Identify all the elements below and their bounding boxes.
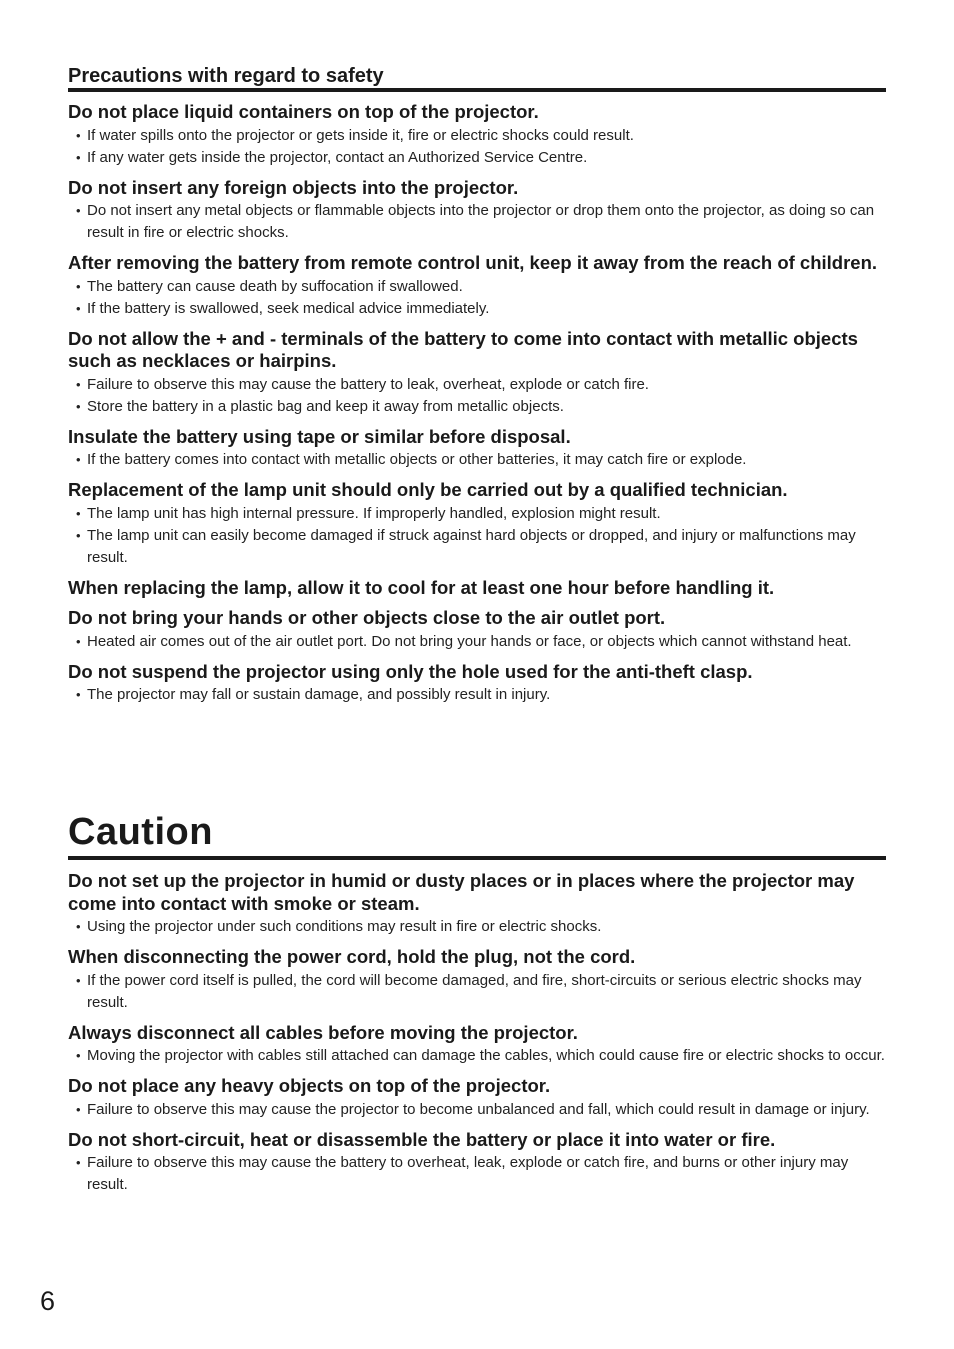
bullet-item: • The projector may fall or sustain damage, and possibly result in injury. <box>68 684 886 706</box>
item-heading: Insulate the battery using tape or similar before disposal. <box>68 425 571 447</box>
precautions-title: Precautions with regard to safety <box>68 64 886 92</box>
bullet-item: • If the power cord itself is pulled, the cord will become damaged, and fire, short-circuits or serious electric shocks may result. <box>68 970 886 1014</box>
bullet-list <box>68 503 886 569</box>
safety-item <box>68 177 886 245</box>
item-heading: Replacement of the lamp unit should only be carried out by a qualified technician. <box>68 479 788 500</box>
precautions-list <box>68 101 886 706</box>
safety-item <box>68 946 886 1014</box>
bullet-item: • The battery can cause death by suffocation if swallowed. <box>68 276 886 298</box>
safety-item <box>68 1129 886 1197</box>
bullet-item: • Failure to observe this may cause the projector to become unbalanced and fall, which could result in damage or injury. <box>68 1099 886 1121</box>
safety-item <box>68 607 886 653</box>
safety-item <box>68 577 886 600</box>
bullet-list <box>68 200 886 244</box>
safety-item <box>68 252 886 320</box>
bullet-item: • If the battery comes into contact with metallic objects or other batteries, it may catch fire or explode. <box>68 449 886 471</box>
bullet-list <box>68 1099 886 1121</box>
caution-list <box>68 870 886 1196</box>
bullet-list <box>68 125 886 169</box>
caution-section <box>68 810 886 1204</box>
bullet-item: • If water spills onto the projector or gets inside it, fire or electric shocks could result. <box>68 125 886 147</box>
page-number: 6 <box>40 1286 56 1316</box>
safety-item <box>68 661 886 707</box>
bullet-item: • Store the battery in a plastic bag and keep it away from metallic objects. <box>68 396 886 418</box>
item-heading: Do not set up the projector in humid or dusty places or in places where the projector may come into contact with smoke or steam. <box>68 870 855 914</box>
safety-item <box>68 426 886 472</box>
item-heading: When replacing the lamp, allow it to cool for at least one hour before handling it. <box>68 576 775 598</box>
item-heading: When disconnecting the power cord, hold the plug, not the cord. <box>68 946 636 967</box>
item-heading: Do not suspend the projector using only the hole used for the anti-theft clasp. <box>68 660 753 682</box>
bullet-list <box>68 631 886 653</box>
safety-item <box>68 328 886 418</box>
item-heading: After removing the battery from remote control unit, keep it away from the reach of children. <box>68 252 878 273</box>
safety-item <box>68 1075 886 1121</box>
item-heading: Do not place liquid containers on top of the projector. <box>68 101 539 122</box>
item-heading: Always disconnect all cables before moving the projector. <box>68 1021 578 1043</box>
item-heading: Do not place any heavy objects on top of the projector. <box>68 1075 551 1096</box>
bullet-list <box>68 1152 886 1196</box>
bullet-item: • The lamp unit can easily become damaged if struck against hard objects or dropped, and injury or malfunctions may result. <box>68 525 886 569</box>
safety-item <box>68 1022 886 1068</box>
bullet-list <box>68 449 886 471</box>
bullet-item: • Failure to observe this may cause the battery to overheat, leak, explode or catch fire, and burns or other injury may result. <box>68 1152 886 1196</box>
item-heading: Do not allow the + and - terminals of the battery to come into contact with metallic objects such as necklaces or hairpins. <box>68 327 858 371</box>
item-heading: Do not insert any foreign objects into the projector. <box>68 176 519 198</box>
safety-item <box>68 479 886 569</box>
bullet-list <box>68 916 886 938</box>
bullet-list <box>68 374 886 418</box>
bullet-item: • The lamp unit has high internal pressure. If improperly handled, explosion might result. <box>68 503 886 525</box>
bullet-list <box>68 684 886 706</box>
bullet-item: • Moving the projector with cables still attached can damage the cables, which could cause fire or electric shocks to occur. <box>68 1045 886 1067</box>
bullet-item: • Failure to observe this may cause the battery to leak, overheat, explode or catch fire. <box>68 374 886 396</box>
bullet-item: • Do not insert any metal objects or flammable objects into the projector or drop them onto the projector, as doing so can result in fire or electric shocks. <box>68 200 886 244</box>
bullet-item: • If any water gets inside the projector, contact an Authorized Service Centre. <box>68 147 886 169</box>
bullet-list <box>68 276 886 320</box>
safety-item <box>68 870 886 938</box>
item-heading: Do not bring your hands or other objects close to the air outlet port. <box>68 607 666 628</box>
bullet-list <box>68 970 886 1014</box>
caution-title: Caution <box>68 810 886 860</box>
safety-item <box>68 101 886 169</box>
bullet-list <box>68 1045 886 1067</box>
item-heading: Do not short-circuit, heat or disassemble the battery or place it into water or fire. <box>68 1128 776 1150</box>
bullet-item: • Heated air comes out of the air outlet port. Do not bring your hands or face, or objects which cannot withstand heat. <box>68 631 886 653</box>
bullet-item: • Using the projector under such conditions may result in fire or electric shocks. <box>68 916 886 938</box>
bullet-item: • If the battery is swallowed, seek medical advice immediately. <box>68 298 886 320</box>
precautions-section <box>68 64 886 714</box>
